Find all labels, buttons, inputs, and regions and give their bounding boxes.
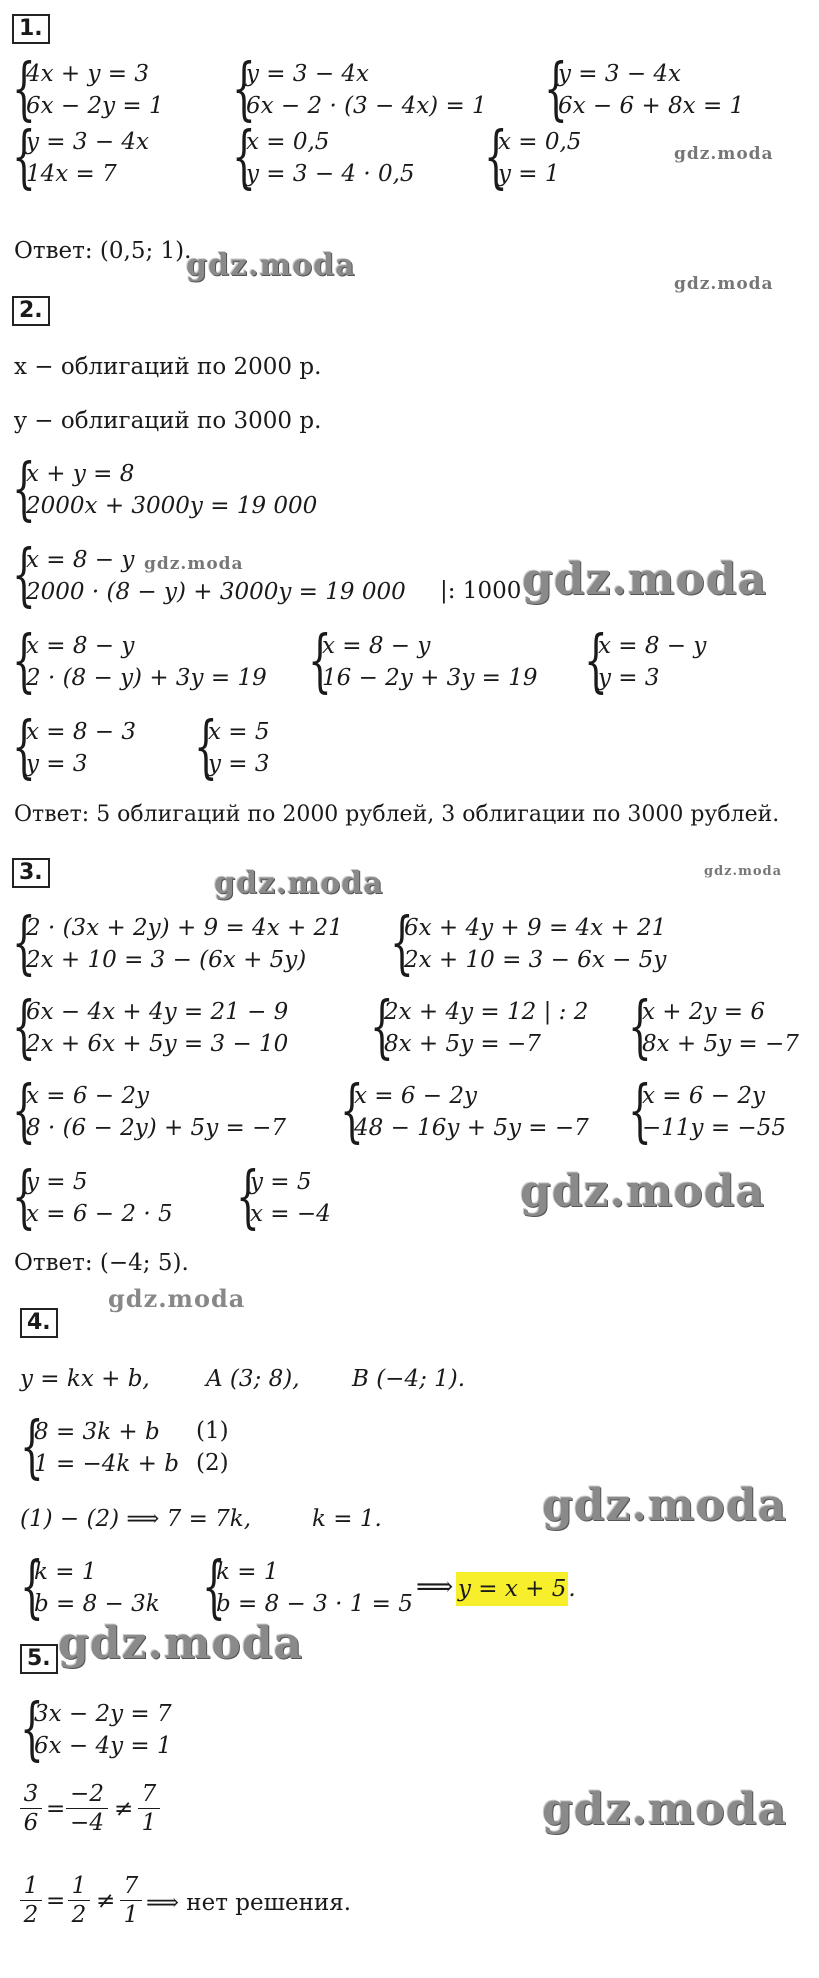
equation: x + y = 8	[26, 461, 135, 487]
not-equal-sign: ≠	[114, 1796, 134, 1822]
k-value: k = 1.	[312, 1506, 382, 1532]
equation-tag-1: (1)	[196, 1418, 229, 1444]
answer-1: Ответ: (0,5; 1).	[14, 238, 192, 264]
equation: x = 8 − y	[598, 633, 707, 659]
watermark-logo: gdz.moda	[144, 554, 244, 574]
denominator: 6	[23, 1810, 39, 1836]
fraction	[20, 1780, 42, 1837]
denominator: −4	[70, 1810, 104, 1836]
equation: 3x − 2y = 7	[34, 1701, 172, 1727]
denominator: 2	[71, 1902, 87, 1928]
equation: x = 0,5	[498, 129, 582, 155]
conclusion: ⟹ нет решения.	[146, 1890, 352, 1916]
equation: 8x + 5y = −7	[384, 1031, 541, 1057]
subtraction-step: (1) − (2) ⟹ 7 = 7k,	[20, 1506, 252, 1532]
line-equation: y = kx + b,	[20, 1366, 150, 1392]
equation: 8x + 5y = −7	[642, 1031, 799, 1057]
equation: y = 3 − 4 · 0,5	[246, 161, 415, 187]
equation: x = 6 − 2y	[642, 1083, 766, 1109]
watermark-logo: gdz.moda	[58, 1618, 304, 1669]
equation: 6x + 4y + 9 = 4x + 21	[404, 915, 667, 941]
numerator: 7	[138, 1780, 160, 1809]
answer-3: Ответ: (−4; 5).	[14, 1250, 189, 1276]
equation: x = 8 − y	[322, 633, 431, 659]
equation: y = 3	[208, 751, 270, 777]
equation: 1 = −4k + b	[34, 1451, 179, 1477]
fraction	[66, 1780, 108, 1837]
equation: 2000 · (8 − y) + 3000y = 19 000	[26, 579, 406, 605]
numerator: −2	[66, 1780, 108, 1809]
variable-definition-y: y − облигаций по 3000 р.	[14, 408, 322, 434]
equation: x = −4	[250, 1201, 331, 1227]
equation: 14x = 7	[26, 161, 117, 187]
equation: y = 3 − 4x	[558, 61, 682, 87]
watermark-logo: gdz.moda	[522, 554, 768, 605]
fraction	[120, 1872, 142, 1929]
equation: 6x − 4y = 1	[34, 1733, 172, 1759]
equation: 2 · (8 − y) + 3y = 19	[26, 665, 267, 691]
result-highlight	[456, 1574, 576, 1604]
task-number-4: 4.	[20, 1308, 58, 1338]
watermark-logo: gdz.moda	[542, 1480, 788, 1531]
equation: 8 · (6 − 2y) + 5y = −7	[26, 1115, 286, 1141]
equation: x = 6 − 2y	[26, 1083, 150, 1109]
numerator: 1	[68, 1872, 90, 1901]
not-equal-sign: ≠	[96, 1888, 116, 1914]
task-number-1: 1.	[12, 14, 50, 44]
equation: y = 3	[598, 665, 660, 691]
equation: 6x − 6 + 8x = 1	[558, 93, 745, 119]
task-number-2: 2.	[12, 296, 50, 326]
answer-2: Ответ: 5 облигаций по 2000 рублей, 3 облигации по 3000 рублей.	[14, 802, 780, 827]
equation: y = 3	[26, 751, 88, 777]
implies-arrow: ⟹	[416, 1572, 454, 1602]
watermark-logo: gdz.moda	[674, 274, 774, 294]
result-dot: .	[568, 1576, 576, 1602]
equation: b = 8 − 3k	[34, 1591, 160, 1617]
equals-sign: =	[46, 1796, 66, 1822]
equation: b = 8 − 3 · 1 = 5	[216, 1591, 413, 1617]
equation: 2x + 10 = 3 − 6x − 5y	[404, 947, 667, 973]
equation: 2000x + 3000y = 19 000	[26, 493, 318, 519]
equation: 48 − 16y + 5y = −7	[354, 1115, 589, 1141]
equation: k = 1	[216, 1559, 279, 1585]
equation: y = 5	[250, 1169, 312, 1195]
equation: 2x + 4y = 12 | : 2	[384, 999, 589, 1025]
numerator: 7	[120, 1872, 142, 1901]
equation: 8 = 3k + b	[34, 1419, 160, 1445]
denominator: 1	[123, 1902, 139, 1928]
equation: x = 6 − 2y	[354, 1083, 478, 1109]
equation: 4x + y = 3	[26, 61, 150, 87]
variable-definition-x: x − облигаций по 2000 р.	[14, 354, 322, 380]
watermark-logo: gdz.moda	[542, 1784, 788, 1835]
equation: x = 5	[208, 719, 270, 745]
task-number-3: 3.	[12, 858, 50, 888]
task-number-5: 5.	[20, 1644, 58, 1674]
equals-sign: =	[46, 1888, 66, 1914]
point-b: B (−4; 1).	[352, 1366, 466, 1392]
equation-tag-2: (2)	[196, 1450, 229, 1476]
watermark-logo: gdz.moda	[186, 248, 356, 283]
equation: x = 6 − 2 · 5	[26, 1201, 173, 1227]
equation: x + 2y = 6	[642, 999, 766, 1025]
equation: 2x + 6x + 5y = 3 − 10	[26, 1031, 289, 1057]
equation: 6x − 2y = 1	[26, 93, 164, 119]
fraction	[138, 1780, 160, 1837]
equation: y = 3 − 4x	[26, 129, 150, 155]
equation: x = 8 − y	[26, 633, 135, 659]
equation: x = 8 − 3	[26, 719, 137, 745]
numerator: 1	[20, 1872, 42, 1901]
numerator: 3	[20, 1780, 42, 1809]
equation: 6x − 2 · (3 − 4x) = 1	[246, 93, 487, 119]
equation: y = 5	[26, 1169, 88, 1195]
watermark-logo: gdz.moda	[520, 1166, 766, 1217]
equation: 2x + 10 = 3 − (6x + 5y)	[26, 947, 307, 973]
equation: 6x − 4x + 4y = 21 − 9	[26, 999, 289, 1025]
equation: y = 3 − 4x	[246, 61, 370, 87]
equation: x = 8 − y	[26, 547, 135, 573]
denominator: 1	[141, 1810, 157, 1836]
watermark-logo: gdz.moda	[674, 144, 774, 164]
equation: y = 1	[498, 161, 560, 187]
equation: x = 0,5	[246, 129, 330, 155]
fraction	[20, 1872, 42, 1929]
equation: k = 1	[34, 1559, 97, 1585]
equation: 16 − 2y + 3y = 19	[322, 665, 538, 691]
division-note: |: 1000	[440, 578, 522, 604]
equation: −11y = −55	[642, 1115, 786, 1141]
fraction	[68, 1872, 90, 1929]
watermark-logo: gdz.moda	[704, 864, 783, 879]
watermark-logo: gdz.moda	[108, 1284, 246, 1313]
denominator: 2	[23, 1902, 39, 1928]
equation: 2 · (3x + 2y) + 9 = 4x + 21	[26, 915, 343, 941]
result-equation: y = x + 5	[456, 1572, 568, 1606]
point-a: A (3; 8),	[206, 1366, 300, 1392]
watermark-logo: gdz.moda	[214, 866, 384, 901]
